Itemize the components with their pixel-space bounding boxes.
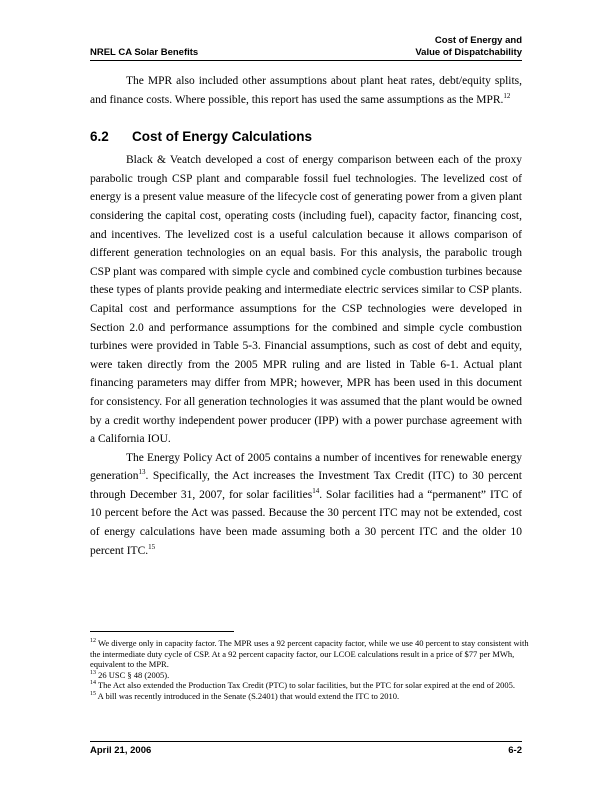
footer-page-number: 6-2	[508, 745, 522, 756]
paragraph-mpr-assumptions	[90, 72, 522, 109]
footnote-text: 26 USC § 48 (2005).	[98, 669, 170, 680]
section-title: Cost of Energy Calculations	[132, 129, 313, 145]
footnote-14	[90, 680, 530, 691]
body-text	[90, 72, 522, 560]
running-header-right-line2: Value of Dispatchability	[415, 47, 522, 58]
paragraph-text: . Solar facilities had a “permanent” ITC of 10 percent before the Act was passed. Because the 30 percent ITC may not be extended, cost of energy calculations have been made assuming both a 30 percent ITC and the older 10 percent ITC.	[90, 488, 522, 557]
paragraph-text: The MPR also included other assumptions about plant heat rates, debt/equity splits, and finance costs. Where possible, this report has used the same assumptions as the MPR.	[90, 75, 522, 106]
footnote-number: 14	[90, 680, 96, 687]
footnote-13	[90, 670, 530, 681]
paragraph-text: . Specifically, the Act increases the Investment Tax Credit (ITC) to 30 percent through December 31, 2007, for solar facilities	[90, 470, 522, 501]
running-header-left: NREL CA Solar Benefits	[90, 47, 199, 58]
footnote-text: The Act also extended the Production Tax Credit (PTC) to solar facilities, but the PTC for solar expired at the end of 2005.	[97, 680, 516, 690]
footnote-rule	[90, 631, 234, 632]
footnote-ref-12[interactable]: 12	[503, 91, 511, 100]
paragraph-cost-comparison: Black & Veatch developed a cost of energy comparison between each of the proxy parabolic trough CSP plant and comparable fossil fuel technologies. The levelized cost of energy is a present value measure of the lifecycle cost of generating power from a given plant considering the capital cost, operating costs (including fuel), capacity factor, financing cost, and incentives. The levelized cost is a useful calculation because it allows comparison of different generation technologies on an equal basis. For this analysis, the parabolic trough CSP plant was compared with simple cycle and combined cycle combustion turbines because these types of plants provide peaking and intermediate electric services similar to CSP plants. Capital cost and performance assumptions for the CSP technologies were developed in Section 2.0 and performance assumptions for the combined and simple cycle combustion turbines were provided in Table 5-3. Financial assumptions, such as cost of debt and equity, were taken directly from the 2005 MPR ruling and are listed in Table 6-1. Actual plant financing parameters may differ from MPR; however, MPR has been used in this document for consistency. For all generation technologies it was assumed that the plant would be owned by a credit worthy independent power producer (IPP) with a power purchase agreement with a California IOU.	[90, 154, 522, 446]
footnote-ref-14[interactable]: 14	[312, 487, 320, 496]
footnotes	[90, 638, 530, 701]
footnote-15	[90, 691, 530, 702]
section-number: 6.2	[90, 129, 109, 145]
footer-rule	[90, 741, 522, 742]
footnote-number: 12	[90, 638, 96, 645]
paragraph-energy-policy-act	[90, 449, 522, 561]
footnote-ref-15[interactable]: 15	[148, 542, 156, 551]
running-header-right-line1: Cost of Energy and	[434, 35, 522, 46]
footnote-12	[90, 638, 530, 670]
header-rule	[90, 60, 522, 61]
section-heading	[90, 127, 522, 147]
footnote-text: A bill was recently introduced in the Senate (S.2401) that would extend the ITC to 2010.	[97, 690, 400, 701]
paragraph-text: The Energy Policy Act of 2005 contains a number of incentives for renewable energy generation	[90, 451, 522, 483]
running-header-right	[415, 35, 522, 59]
footnote-ref-13[interactable]: 13	[138, 468, 146, 477]
footnote-number: 15	[90, 690, 96, 697]
footnote-text: We diverge only in capacity factor. The MPR uses a 92 percent capacity factor, while we use 40 percent to stay consistent with the intermediate duty cycle of CSP. At a 92 percent capacity factor, our LCOE calculations result in a price of $77 per MWh, equivalent to the MPR.	[90, 638, 529, 669]
footnote-number: 13	[90, 669, 96, 676]
footer-date: April 21, 2006	[90, 745, 152, 756]
